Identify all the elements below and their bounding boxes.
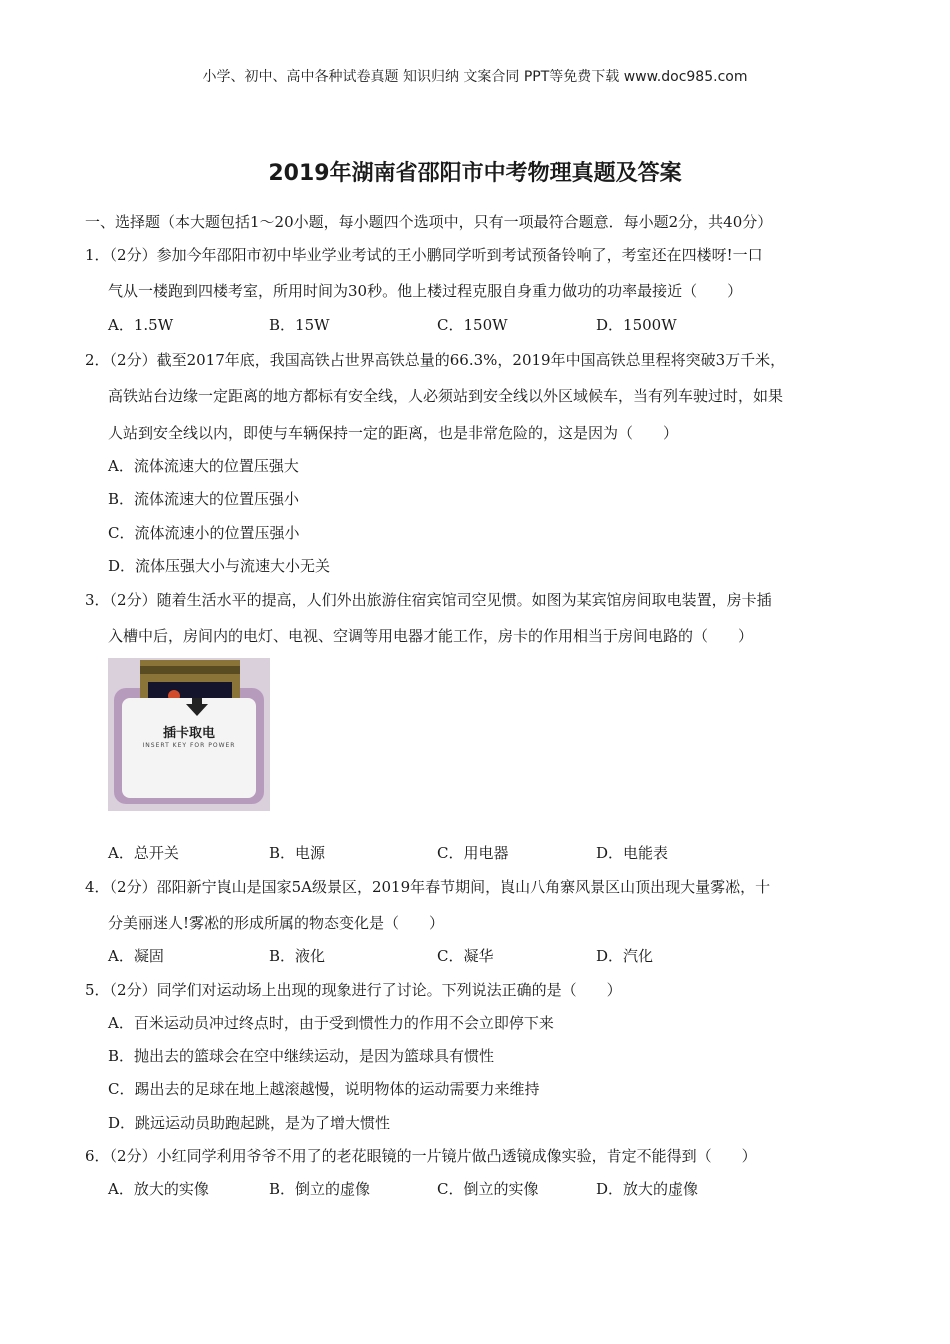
arrow-head-icon	[186, 704, 208, 716]
option-b: B．液化	[269, 947, 326, 965]
option-b: B．电源	[269, 844, 326, 862]
card-slot-figure	[108, 658, 270, 811]
option-d: D．流体压强大小与流速大小无关	[108, 557, 331, 575]
option-b: B．抛出去的篮球会在空中继续运动，是因为篮球具有惯性	[108, 1047, 495, 1065]
question-3-line-2: 入槽中后，房间内的电灯、电视、空调等用电器才能工作，房卡的作用相当于房间电路的（ ）	[108, 627, 754, 645]
question-2-line-2: 高铁站台边缘一定距离的地方都标有安全线，人必须站到安全线以外区域候车，当有列车驶过时，如果	[108, 387, 784, 405]
question-4-line-2: 分美丽迷人!雾凇的形成所属的物态变化是（ ）	[108, 914, 445, 932]
slot-label-cn: 插卡取电	[162, 726, 215, 741]
option-c: C．凝华	[437, 947, 494, 965]
option-c: C．倒立的实像	[437, 1180, 539, 1198]
card-strip	[140, 666, 240, 674]
option-c: C．流体流速小的位置压强小	[108, 524, 300, 542]
question-5-line-1: 5．（2分）同学们对运动场上出现的现象进行了讨论。下列说法正确的是（ ）	[85, 981, 622, 999]
option-a: A．放大的实像	[108, 1180, 209, 1198]
option-c: C．踢出去的足球在地上越滚越慢，说明物体的运动需要力来维持	[108, 1080, 540, 1098]
option-a: A．百米运动员冲过终点时，由于受到惯性力的作用不会立即停下来	[108, 1014, 554, 1032]
option-b: B．倒立的虚像	[269, 1180, 371, 1198]
option-c: C．用电器	[437, 844, 509, 862]
option-c: C．150W	[437, 316, 508, 334]
option-a: A．凝固	[108, 947, 164, 965]
option-b: B．流体流速大的位置压强小	[108, 490, 300, 508]
question-2-line-3: 人站到安全线以内，即使与车辆保持一定的距离，也是非常危险的，这是因为（ ）	[108, 424, 679, 442]
option-a: A．流体流速大的位置压强大	[108, 457, 299, 475]
option-a: A．总开关	[108, 844, 179, 862]
option-d: D．放大的虚像	[596, 1180, 699, 1198]
power-slot	[122, 698, 256, 798]
question-3-line-1: 3．（2分）随着生活水平的提高，人们外出旅游住宿宾馆司空见惯。如图为某宾馆房间取电装置，房卡插	[85, 591, 772, 609]
page-title: 2019年湖南省邵阳市中考物理真题及答案	[268, 161, 682, 186]
question-1-line-2: 气从一楼跑到四楼考室，所用时间为30秒。他上楼过程克服自身重力做功的功率最接近（ ）	[108, 282, 743, 300]
option-d: D．电能表	[596, 844, 669, 862]
option-d: D．1500W	[596, 316, 677, 334]
option-b: B．15W	[269, 316, 330, 334]
question-1-line-1: 1．（2分）参加今年邵阳市初中毕业学业考试的王小鹏同学听到考试预备铃响了，考室还在四楼呀!一口	[85, 246, 763, 264]
option-a: A．1.5W	[108, 316, 174, 334]
section-heading: 一、选择题（本大题包括1～20小题，每小题四个选项中，只有一项最符合题意．每小题2分，共40分）	[85, 213, 773, 231]
option-d: D．汽化	[596, 947, 654, 965]
question-2-line-1: 2．（2分）截至2017年底，我国高铁占世界高铁总量的66.3%，2019年中国高铁总里程将突破3万千米，	[85, 351, 786, 369]
question-4-line-1: 4．（2分）邵阳新宁崀山是国家5A级景区，2019年春节期间，崀山八角寨风景区山顶出现大量雾凇，十	[85, 878, 771, 896]
option-d: D．跳远运动员助跑起跳，是为了增大惯性	[108, 1114, 391, 1132]
slot-label-en: INSERT KEY FOR POWER	[142, 742, 236, 749]
page-header: 小学、初中、高中各种试卷真题 知识归纳 文案合同 PPT等免费下载 www.doc985.com	[202, 69, 748, 85]
question-6-line-1: 6．（2分）小红同学利用爷爷不用了的老花眼镜的一片镜片做凸透镜成像实验，肯定不能得到（ ）	[85, 1147, 757, 1165]
